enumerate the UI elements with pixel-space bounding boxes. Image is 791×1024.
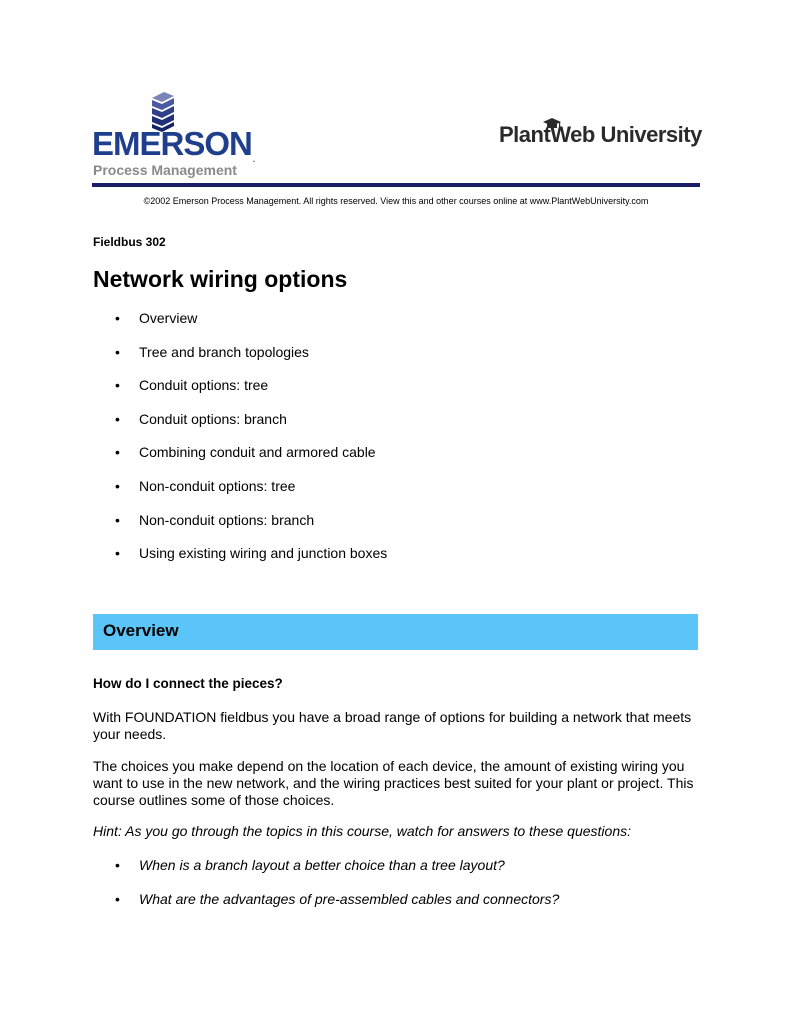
bullet-icon: • — [115, 310, 120, 326]
topic-item: • Conduit options: branch — [115, 410, 287, 427]
course-id: Fieldbus 302 — [93, 235, 166, 249]
topic-item: • Non-conduit options: branch — [115, 511, 315, 528]
topic-list — [93, 309, 387, 578]
bullet-icon: • — [115, 511, 120, 528]
section-header-bar — [93, 614, 698, 650]
emerson-sub: Process Management — [93, 162, 237, 178]
topic-item: • Tree and branch topologies — [115, 343, 309, 360]
paragraph: With FOUNDATION fieldbus you have a broad range of options for building a network that meets your needs. — [93, 709, 692, 742]
bullet-icon: • — [115, 377, 120, 394]
hint-question: • When is a branch layout a better choice than a tree layout? — [115, 857, 505, 873]
bullet-icon: • — [115, 891, 120, 907]
paragraph: The choices you make depend on the location of each device, the amount of existing wiring you want to use in the new network, and the wiring practices best suited for your plant or project. This course outlines some of those choices. — [93, 758, 694, 808]
bullet-icon: • — [115, 343, 120, 360]
plantweb-university-logo: PlantWeb University — [499, 122, 702, 147]
topic-item: • Overview — [115, 310, 198, 326]
bullet-icon: • — [115, 545, 120, 562]
bullet-icon: • — [115, 444, 120, 461]
emerson-logo — [92, 92, 255, 178]
hint-question-list — [93, 856, 559, 924]
section-heading: Overview — [103, 621, 179, 640]
bullet-icon: • — [115, 410, 120, 427]
hint-question: • What are the advantages of pre-assembled cables and connectors? — [115, 891, 560, 907]
topic-item: • Conduit options: tree — [115, 377, 269, 394]
bullet-icon: • — [115, 477, 120, 494]
emerson-name: EMERSON. — [92, 125, 255, 164]
hint-text: Hint: As you go through the topics in this course, watch for answers to these questions: — [93, 823, 631, 839]
page-title: Network wiring options — [93, 266, 348, 292]
topic-item: • Combining conduit and armored cable — [115, 444, 376, 461]
bullet-icon: • — [115, 857, 120, 873]
copyright-notice: ©2002 Emerson Process Management. All rights reserved. View this and other courses online at www.PlantWebUniversity.com — [143, 196, 649, 206]
header-divider — [92, 183, 700, 187]
question-heading: How do I connect the pieces? — [93, 676, 283, 691]
topic-item: • Using existing wiring and junction boxes — [115, 545, 388, 562]
topic-item: • Non-conduit options: tree — [115, 477, 296, 494]
